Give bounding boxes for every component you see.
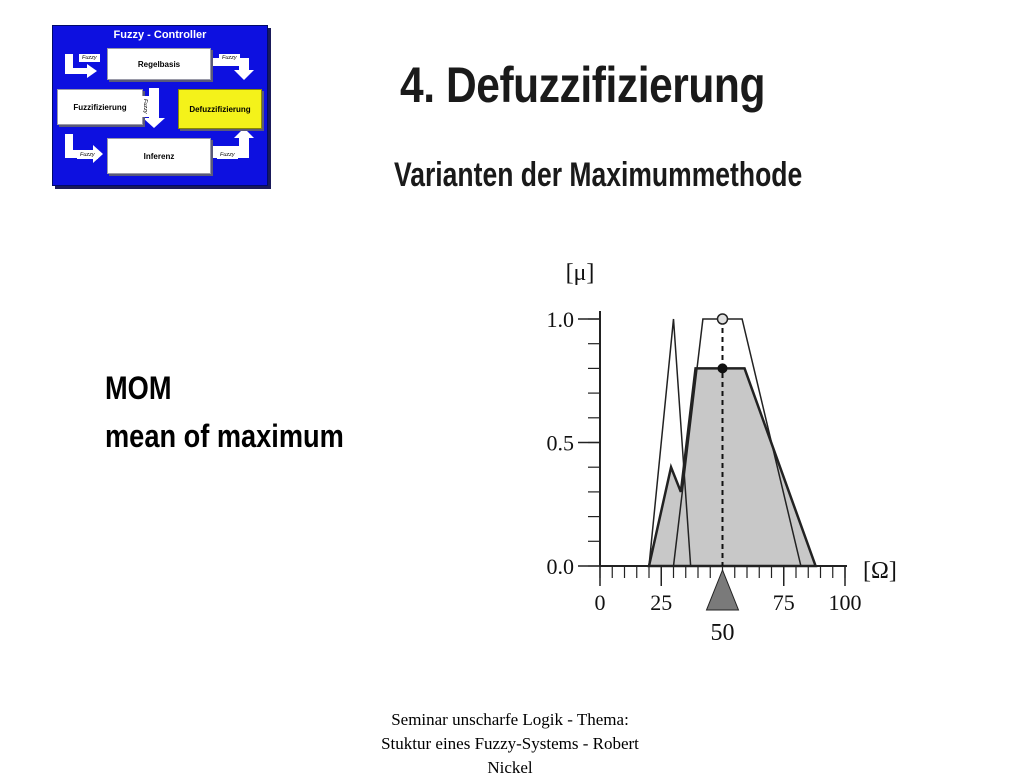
- regelbasis-box: Regelbasis: [107, 48, 211, 80]
- x-tick-label: 25: [650, 590, 673, 615]
- page-subtitle: Varianten der Maximummethode: [394, 156, 803, 194]
- result-label: 50: [710, 620, 735, 646]
- footer: [340, 708, 680, 780]
- defuzzification-chart: [520, 250, 920, 650]
- x-tick-label: 100: [828, 590, 862, 615]
- fuzzy-tag: Fuzzy: [219, 54, 240, 62]
- y-tick-label: 0.0: [546, 554, 574, 579]
- footer-line: Nickel: [487, 758, 533, 777]
- logo-title: Fuzzy - Controller: [113, 29, 207, 41]
- result-marker-triangle: [707, 570, 739, 610]
- outline-max-point: [718, 314, 728, 324]
- fuzzy-tag: Fuzzy: [77, 151, 98, 159]
- method-abbreviation: MOM: [105, 370, 172, 406]
- y-tick-label: 0.5: [546, 430, 574, 456]
- x-tick-label: 75: [772, 590, 795, 615]
- fuzzy-tag: Fuzzy: [217, 151, 238, 159]
- x-axis-label: [Ω]: [863, 558, 897, 584]
- fuzzifizierung-box: Fuzzifizierung: [57, 89, 143, 125]
- footer-line: Seminar unscharfe Logik - Thema:: [391, 710, 629, 729]
- aggregated-area-layer: [649, 368, 816, 566]
- method-name: mean of maximum: [105, 418, 344, 454]
- page-title: 4. Defuzzifizierung: [400, 57, 766, 113]
- inferenz-box: Inferenz: [107, 138, 211, 174]
- defuzzifizierung-box: Defuzzifizierung: [178, 89, 262, 129]
- fuzzy-tag: Fuzzy: [141, 96, 149, 117]
- aggregated-area: [649, 368, 816, 566]
- fuzzy-tag: Fuzzy: [79, 54, 100, 62]
- aggregated-max-point: [718, 363, 728, 373]
- x-tick-label: 0: [594, 590, 606, 615]
- fuzzy-controller-logo: [52, 25, 268, 186]
- footer-line: Stuktur eines Fuzzy-Systems - Robert: [381, 734, 639, 753]
- y-axis-label: [μ]: [565, 260, 595, 286]
- y-tick-label: 1.0: [546, 307, 574, 332]
